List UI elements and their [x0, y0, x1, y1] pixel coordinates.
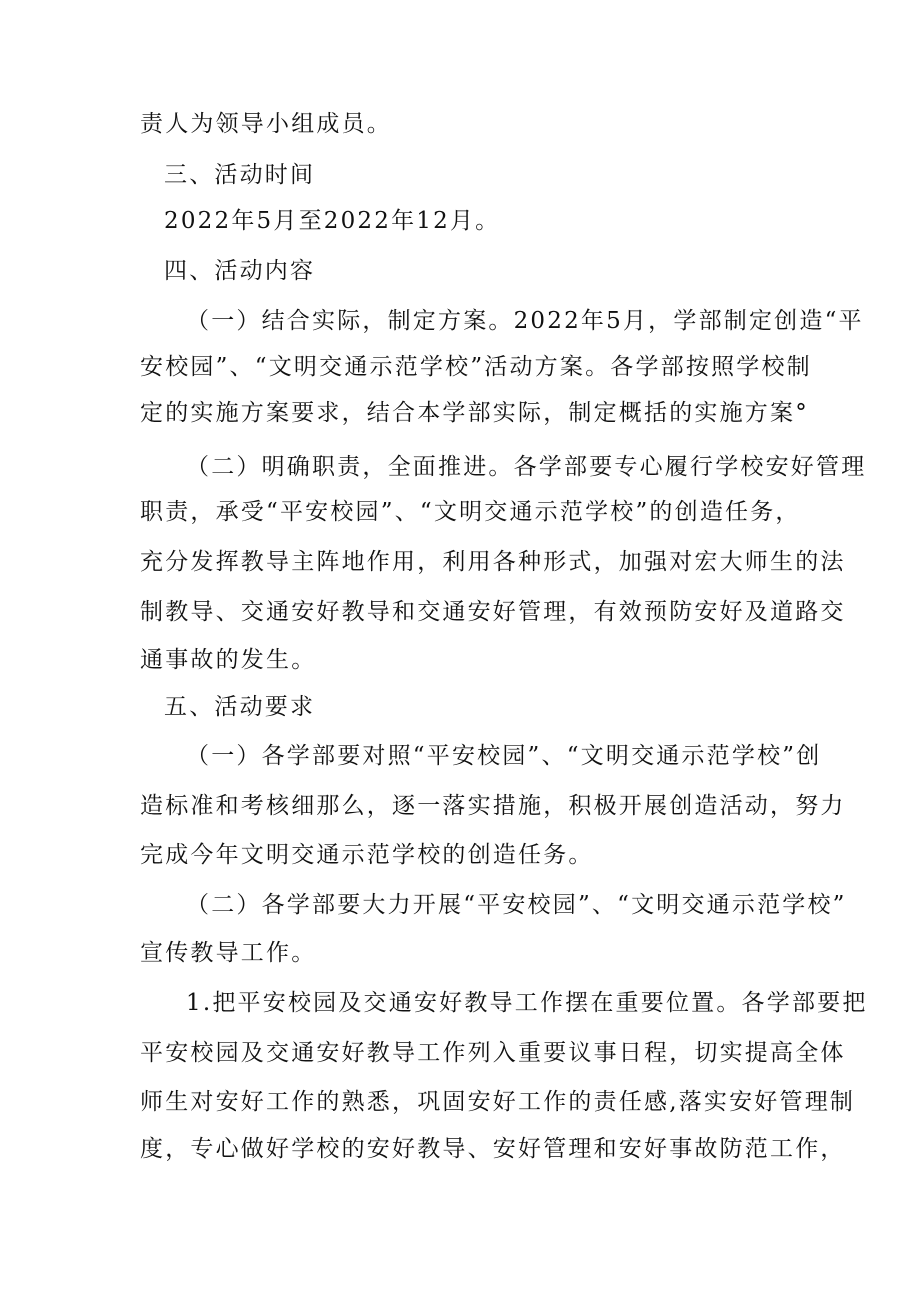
section-heading: 三、活动时间 [164, 162, 316, 188]
paragraph-line: 造标准和考核细那么，逐一落实措施，积极开展创造活动，努力 [140, 793, 846, 819]
paragraph-line: 安校园”、“文明交通示范学校”活动方案。各学部按照学校制 [140, 354, 812, 380]
paragraph-line: 平安校园及交通安好教导工作列入重要议事日程，切实提高全体 [140, 1040, 846, 1066]
paragraph-line: 度，专心做好学校的安好教导、安好管理和安好事故防范工作， [140, 1136, 846, 1162]
section-heading: 五、活动要求 [164, 694, 316, 720]
paragraph-line: （二）明确职责，全面推进。各学部要专心履行学校安好管理 [186, 454, 867, 480]
paragraph-line: （一）结合实际，制定方案。2022年5月，学部制定创造“平 [186, 308, 864, 334]
paragraph-line: 1.把平安校园及交通安好教导工作摆在重要位置。各学部要把 [186, 990, 868, 1016]
paragraph-line: 充分发挥教导主阵地作用，利用各种形式，加强对宏大师生的法 [140, 549, 846, 575]
paragraph-line: （一）各学部要对照“平安校园”、“文明交通示范学校”创 [186, 743, 822, 769]
paragraph-line: 师生对安好工作的熟悉，巩固安好工作的责任感,落实安好管理制 [140, 1089, 856, 1115]
paragraph-line: （二）各学部要大力开展“平安校园”、“文明交通示范学校” [186, 892, 847, 918]
paragraph-line: 宣传教导工作。 [140, 940, 317, 966]
paragraph-line: 定的实施方案要求，结合本学部实际，制定概括的实施方案° [140, 400, 809, 426]
paragraph-line: 职责，承受“平安校园”、“文明交通示范学校”的创造任务， [140, 499, 801, 525]
paragraph-line: 通事故的发生。 [140, 647, 317, 673]
paragraph-line: 制教导、交通安好教导和交通安好管理，有效预防安好及道路交 [140, 599, 846, 625]
section-heading: 四、活动内容 [164, 258, 316, 284]
paragraph-line: 责人为领导小组成员。 [140, 111, 392, 137]
paragraph-line: 2022年5月至2022年12月。 [164, 208, 501, 234]
paragraph-line: 完成今年文明交通示范学校的创造任务。 [140, 842, 594, 868]
